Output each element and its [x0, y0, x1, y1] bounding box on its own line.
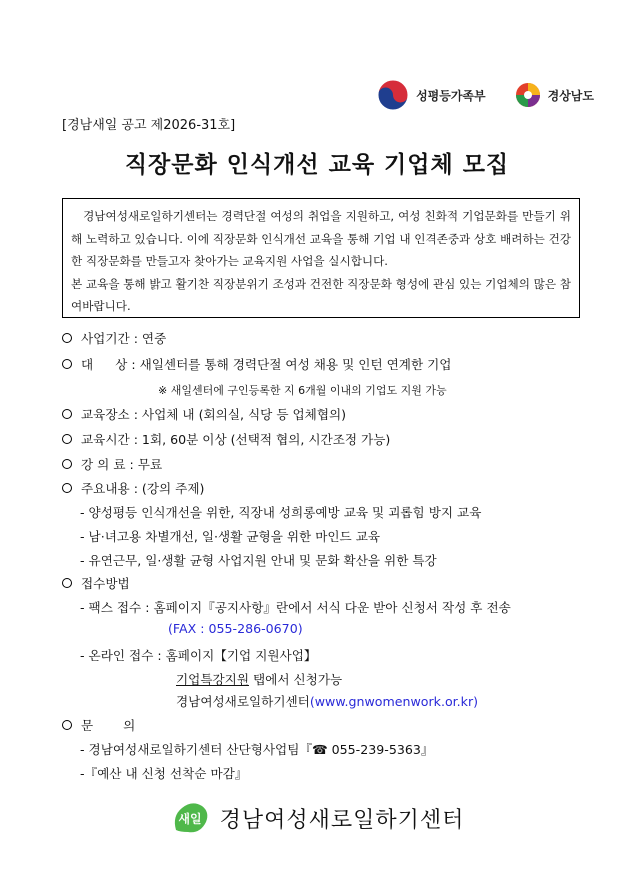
item-fee: [62, 454, 162, 473]
item-value: : 사업체 내 (회의실, 식당 등 업체협의): [133, 407, 347, 422]
item-label: 대 상: [81, 357, 128, 372]
page-title: 직장문화 인식개선 교육 기업체 모집: [124, 152, 510, 178]
topic-3: - 유연근무, 일·생활 균형 사업지원 안내 및 문화 확산을 위한 특강: [80, 553, 437, 568]
province-emblem-icon: [514, 81, 542, 109]
ministry-logo-text: 성평등가족부: [416, 88, 486, 103]
item-value: : 1회, 60분 이상 (선택적 협의, 시간조정 가능): [133, 432, 391, 447]
item-value: : (강의 주제): [133, 481, 205, 496]
bullet-icon: [62, 483, 72, 493]
item-time: [62, 429, 390, 448]
intro-box: [62, 198, 580, 318]
item-label: 문 의: [81, 718, 136, 733]
item-period: [62, 328, 166, 347]
footer-org-name: 경남여성새로일하기센터: [219, 807, 465, 833]
province-logo-text: 경상남도: [547, 88, 594, 103]
item-label: 강 의 료: [81, 457, 126, 472]
province-logo: [514, 81, 594, 109]
item-label: 사업기간: [81, 331, 130, 346]
site-url-link[interactable]: (www.gnwomenwork.or.kr): [309, 694, 479, 709]
header-logos: [376, 78, 594, 112]
item-label: 접수방법: [81, 576, 130, 591]
topic-1: - 양성평등 인식개선을 위한, 직장내 성희롱예방 교육 및 괴롭힘 방지 교육: [80, 505, 482, 520]
item-value: : 새일센터를 통해 경력단절 여성 채용 및 인턴 연계한 기업: [131, 357, 452, 372]
item-value: : 연중: [133, 331, 167, 346]
bullet-icon: [62, 409, 72, 419]
notice-number: [경남새일 공고 제2026-31호]: [62, 118, 236, 133]
online-tab-link[interactable]: 기업특강지원: [176, 672, 249, 687]
item-value: : 무료: [129, 457, 163, 472]
bullet-icon: [62, 578, 72, 588]
bullet-icon: [62, 359, 72, 369]
item-place: [62, 404, 346, 423]
bullet-icon: [62, 434, 72, 444]
item-label: 교육장소: [81, 407, 130, 422]
fax-apply: - 팩스 접수 : 홈페이지『공지사항』란에서 서식 다운 받아 신청서 작성 후 전송: [80, 600, 511, 615]
bullet-icon: [62, 459, 72, 469]
item-label: 교육시간: [81, 432, 130, 447]
item-apply: [62, 573, 130, 592]
footer: [0, 800, 634, 836]
target-note: ※ 새일센터에 구인등록한 지 6개월 이내의 기업도 지원 가능: [158, 384, 447, 397]
taegeuk-icon: [376, 78, 410, 112]
bullet-icon: [62, 720, 72, 730]
site-line: [176, 691, 478, 710]
intro-paragraph-1: 경남여성새로일하기센터는 경력단절 여성의 취업을 지원하고, 여성 친화적 기업문화를 만들기 위해 노력하고 있습니다. 이에 직장문화 인식개선 교육을 통해 기업 내 인격존중과 상호 배려하는 건강한 직장문화를 만들고자 찾아가는 교육지원 사업을 실시합니다.: [71, 209, 572, 268]
item-label: 주요내용: [81, 481, 130, 496]
fax-number: (FAX : 055-286-0670): [168, 621, 303, 636]
online-apply: - 온라인 접수 : 홈페이지【기업 지원사업】: [80, 648, 317, 663]
online-tab-suffix: 탭에서 신청가능: [249, 672, 343, 687]
inquiry-deadline: -『예산 내 신청 선착순 마감』: [80, 766, 248, 781]
item-content: [62, 478, 204, 497]
saeil-logo-text: 새일: [178, 812, 202, 826]
ministry-logo: [376, 78, 486, 112]
inquiry-contact: - 경남여성새로일하기센터 산단형사업팀『☎ 055-239-5363』: [80, 742, 434, 757]
intro-paragraph-2: 본 교육을 통해 밝고 활기찬 직장분위기 조성과 건전한 직장문화 형성에 관심 있는 기업체의 많은 참여바랍니다.: [71, 276, 571, 313]
online-tab-line: [176, 669, 342, 688]
item-inquiry: [62, 715, 135, 734]
item-target: [62, 354, 451, 373]
bullet-icon: [62, 333, 72, 343]
saeil-logo-icon: [170, 800, 210, 836]
site-name: 경남여성새로일하기센터: [176, 694, 310, 709]
topic-2: - 남·녀고용 차별개선, 일·생활 균형을 위한 마인드 교육: [80, 529, 381, 544]
